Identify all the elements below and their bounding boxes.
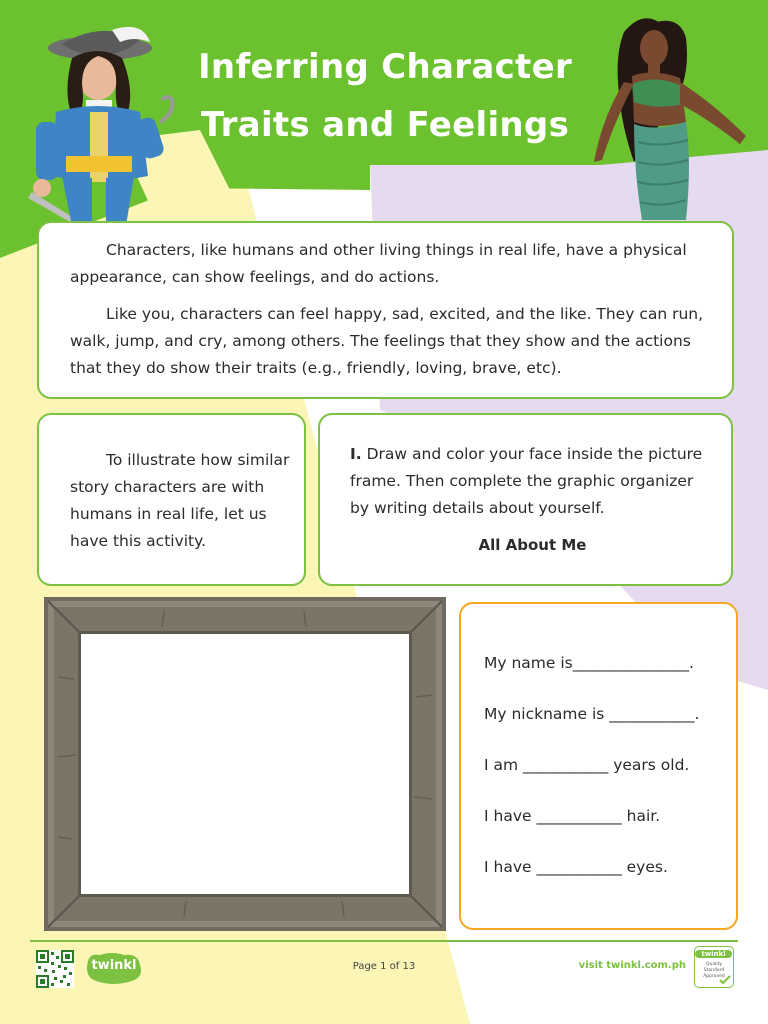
intro-card [37, 221, 734, 399]
intro-paragraph-2: Like you, characters can feel happy, sad, excited, and the like. They can run, walk, jump, and cry, among others. The feelings that they show and the actions that they do show their traits (e.g., friendly, loving, brave, etc). [70, 305, 704, 377]
instruction-text: Draw and color your face inside the picture frame. Then complete the graphic organizer by writing details about yourself. [350, 445, 703, 517]
badge-brand: twinkl [695, 950, 732, 958]
illustrate-card [37, 413, 306, 586]
intro-paragraph-1: Characters, like humans and other living things in real life, have a physical appearance, can show feelings, and do actions. [70, 241, 687, 286]
form-row-eyes[interactable]: I have ___________ eyes. [484, 858, 668, 876]
all-about-me-form [459, 602, 738, 930]
footer-divider [30, 940, 738, 942]
qr-code-icon[interactable] [36, 950, 74, 988]
instruction-card [318, 413, 733, 586]
badge-text: Quality Standard Approved [703, 962, 725, 979]
picture-frame[interactable] [44, 597, 446, 931]
twinkl-logo[interactable] [84, 951, 144, 985]
check-icon [719, 975, 731, 985]
twinkl-logo-text: twinkl [91, 958, 137, 973]
form-row-nickname[interactable]: My nickname is ___________. [484, 705, 700, 723]
instruction-paragraph [350, 441, 715, 522]
instruction-number: I. [350, 445, 362, 463]
page-number: Page 1 of 13 [352, 961, 416, 972]
visit-link[interactable]: visit twinkl.com.ph [578, 960, 686, 971]
title-line-2: Traits and Feelings [200, 105, 570, 145]
page-title [170, 38, 600, 154]
form-row-hair[interactable]: I have ___________ hair. [484, 807, 661, 825]
illustrate-text: To illustrate how similar story characters are with humans in real life, let us have this activity. [70, 451, 290, 550]
mermaid-illustration [594, 12, 756, 220]
drawing-area [81, 634, 409, 894]
form-row-age[interactable]: I am ___________ years old. [484, 756, 690, 774]
quality-badge [694, 946, 734, 988]
form-row-name[interactable]: My name is_______________. [484, 654, 694, 672]
title-line-1: Inferring Character [197, 47, 573, 87]
pirate-captain-illustration [22, 26, 182, 226]
all-about-me-heading: All About Me [478, 536, 587, 554]
